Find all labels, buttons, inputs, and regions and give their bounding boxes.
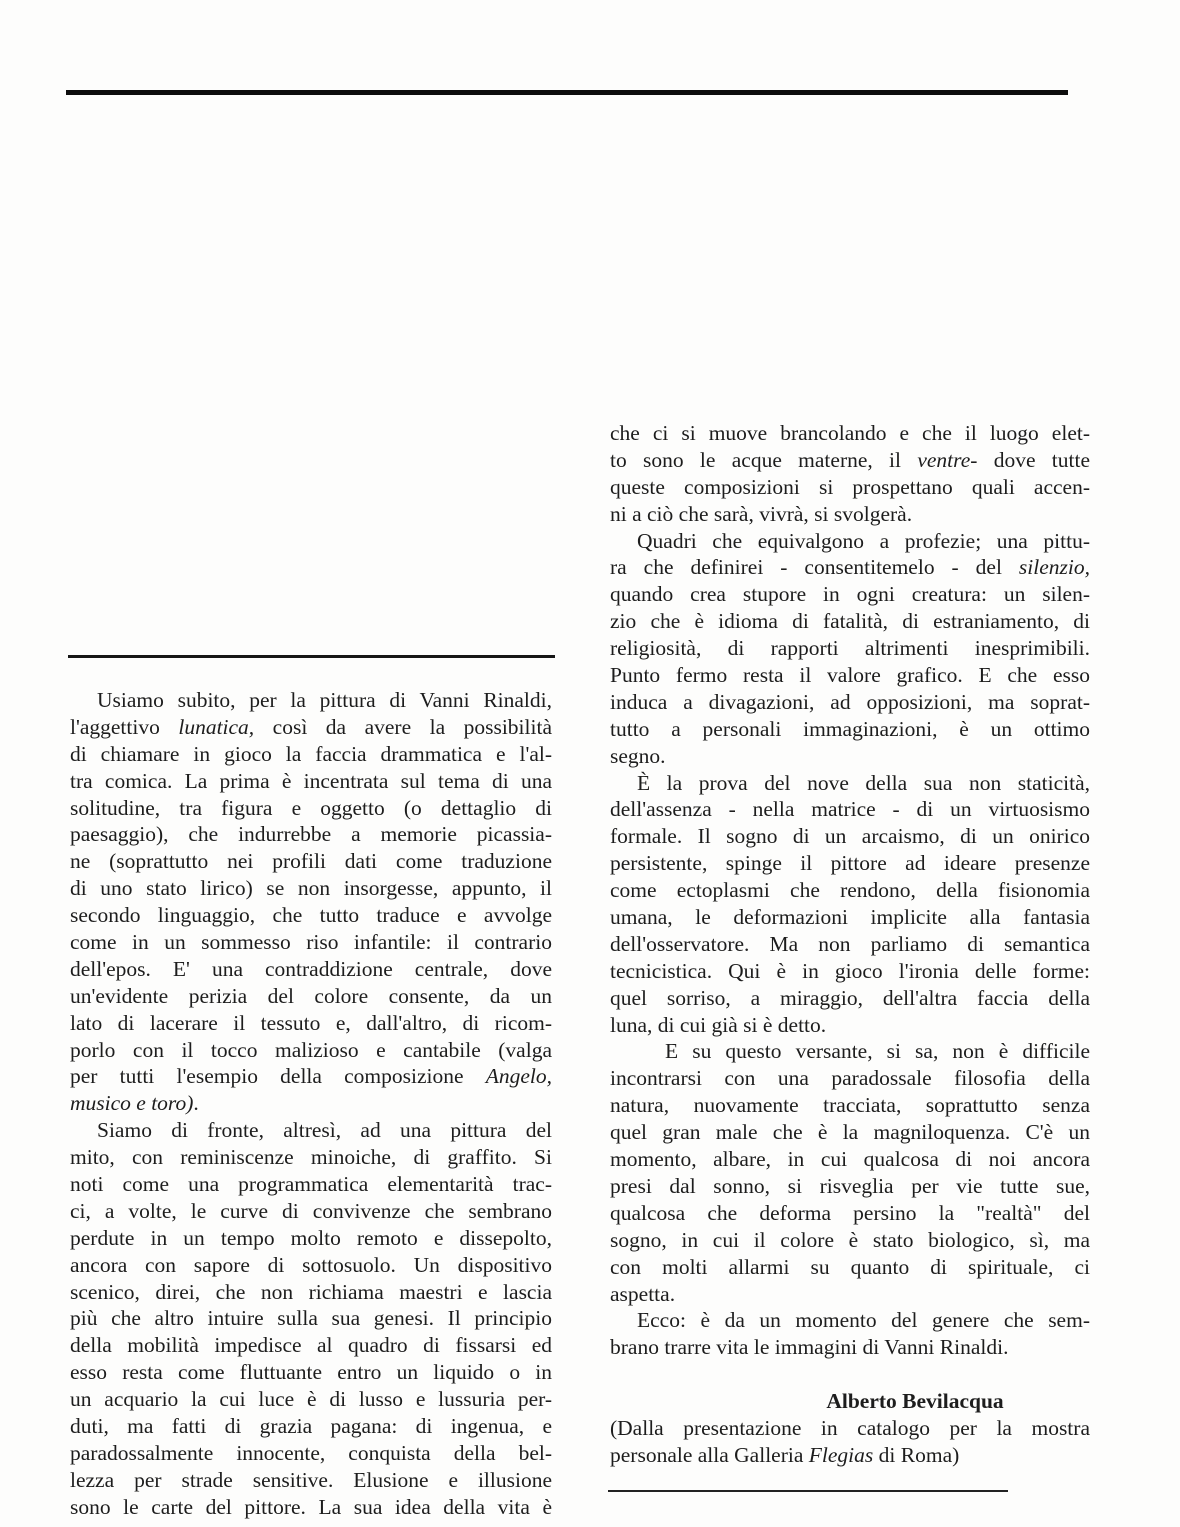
text-run: un acquario la cui luce è di lusso e lussuria per-: [70, 1387, 552, 1412]
text-run: come in un sommesso riso infantile: il contrario: [70, 930, 552, 955]
italic-text-run: silenzio,: [1018, 555, 1090, 580]
text-run: dell'assenza - nella matrice - di un virtuosismo: [610, 797, 1090, 822]
text-run: luna, di cui già si è detto.: [610, 1012, 827, 1037]
text-line: [610, 689, 1090, 716]
text-run: mito, con reminiscenze minoiche, di graffito. Si: [70, 1145, 552, 1170]
text-line: [70, 1063, 552, 1090]
text-line: [610, 1281, 1090, 1308]
text-run: quel gran male che è la magniloquenza. C'è un: [610, 1120, 1090, 1145]
text-run: della mobilità impedisce al quadro di fissarsi ed: [70, 1333, 552, 1358]
text-run: secondo linguaggio, che tutto traduce e avvolge: [70, 903, 552, 928]
text-run: Siamo di fronte, altresì, ad una pittura del: [97, 1118, 552, 1143]
left-column-rule: [68, 655, 555, 658]
text-line: [610, 528, 1090, 555]
text-run: (Dalla presentazione in catalogo per la mostra: [610, 1416, 1090, 1441]
text-run: solitudine, tra figura e oggetto (o dettaglio di: [70, 795, 552, 820]
text-run: Ecco: è da un momento del genere che sem-: [637, 1308, 1090, 1333]
text-line: [70, 741, 552, 768]
text-line: [610, 447, 1090, 474]
text-run: perdute in un tempo molto remoto e dissepolto,: [70, 1225, 552, 1250]
text-line: [70, 1090, 552, 1117]
text-run: to sono le acque materne, il: [610, 447, 918, 472]
text-line: [70, 795, 552, 822]
text-line: [610, 716, 1090, 743]
paragraph: [610, 528, 1090, 770]
text-run: induca a divagazioni, ad opposizioni, ma soprat-: [610, 689, 1090, 714]
text-line: [610, 501, 1090, 528]
text-line: [70, 1386, 552, 1413]
text-run: momento, albare, in cui qualcosa di noi ancora: [610, 1147, 1090, 1172]
italic-text-run: ventre-: [917, 447, 978, 472]
text-line: [610, 985, 1090, 1012]
paragraph: [610, 1415, 1090, 1469]
text-line: [610, 608, 1090, 635]
text-run: dell'epos. E' una contraddizione centrale, dove: [70, 956, 552, 981]
text-run: di Roma): [873, 1442, 960, 1467]
text-run: ci, a volte, le curve di convivenze che sembrano: [70, 1198, 552, 1223]
text-line: [70, 956, 552, 983]
paragraph: [610, 770, 1090, 1039]
text-run: formale. Il sogno di un arcaismo, di un onirico: [610, 824, 1090, 849]
text-run: tutto a personali immaginazioni, è un ottimo: [610, 716, 1090, 741]
text-line: [610, 1307, 1090, 1334]
text-line: [70, 1494, 552, 1521]
text-run: lezza per strade sensitive. Elusione e illusione: [70, 1467, 552, 1492]
right-column: [610, 420, 1090, 1469]
text-line: [610, 743, 1090, 770]
right-column-paragraphs: [610, 420, 1090, 1361]
text-line: [70, 929, 552, 956]
text-line: [610, 581, 1090, 608]
text-line: [70, 1359, 552, 1386]
text-run: dell'osservatore. Ma non parliamo di semantica: [610, 931, 1090, 956]
text-run: di chiamare in gioco la faccia drammatica e l'al-: [70, 741, 552, 766]
text-run: persistente, spinge il pittore ad ideare presenze: [610, 851, 1090, 876]
text-line: [610, 1146, 1090, 1173]
text-line: [610, 823, 1090, 850]
text-run: ni a ciò che sarà, vivrà, si svolgerà.: [610, 501, 913, 526]
text-run: qualcosa che deforma persino la "realtà" del: [610, 1200, 1090, 1225]
paragraph: [70, 1117, 552, 1520]
paragraph: [610, 420, 1090, 528]
text-run: lato di lacerare il tessuto e, dall'altro, di ricom-: [70, 1010, 552, 1035]
text-line: [610, 931, 1090, 958]
text-line: [610, 796, 1090, 823]
text-run: duti, ma fatti di grazia pagana: di ingenua, e: [70, 1414, 552, 1439]
text-run: personale alla Galleria: [610, 1442, 809, 1467]
text-run: brano trarre vita le immagini di Vanni Rinaldi.: [610, 1335, 1009, 1360]
italic-text-run: Flegias: [808, 1442, 874, 1467]
text-line: [610, 1038, 1090, 1065]
text-run: queste composizioni si prospettano quali accen-: [610, 474, 1090, 499]
text-run: ne (soprattutto nei profili dati come traduzione: [70, 849, 552, 874]
text-run: dove tutte: [977, 447, 1090, 472]
text-line: [70, 687, 552, 714]
text-run: .: [193, 1091, 199, 1116]
text-line: [70, 1305, 552, 1332]
text-line: [610, 1415, 1090, 1442]
text-run: paradossalmente innocente, conquista della bel-: [70, 1440, 552, 1465]
italic-text-run: musico e toro): [70, 1091, 194, 1116]
paragraph: [610, 1307, 1090, 1361]
text-run: ancora con sapore di sottosuolo. Un dispositivo: [70, 1252, 552, 1277]
text-run: sogno, in cui il colore è stato biologico, sì, ma: [610, 1227, 1090, 1252]
text-run: che ci si muove brancolando e che il luogo elet-: [610, 421, 1090, 445]
text-run: È la prova del nove della sua non staticità,: [637, 770, 1090, 795]
text-line: [610, 662, 1090, 689]
text-line: [610, 1065, 1090, 1092]
left-column: [70, 687, 552, 1521]
text-line: [70, 1010, 552, 1037]
text-line: [70, 902, 552, 929]
text-run: un'evidente perizia del colore consente, da un: [70, 983, 552, 1008]
text-line: [610, 554, 1090, 581]
text-line: [70, 1413, 552, 1440]
text-run: esso resta come fluttuante entro un liquido o in: [70, 1360, 552, 1385]
text-line: [610, 877, 1090, 904]
text-line: [610, 1442, 1090, 1469]
text-line: [610, 474, 1090, 501]
text-run: natura, nuovamente tracciata, soprattutto senza: [610, 1093, 1090, 1118]
text-run: Usiamo subito, per la pittura di Vanni Rinaldi,: [97, 688, 552, 712]
text-line: [70, 714, 552, 741]
top-rule: [66, 90, 1068, 95]
paragraph: [70, 687, 552, 1117]
text-line: [610, 420, 1090, 447]
paragraph: [610, 1038, 1090, 1307]
text-run: con molti allarmi su quanto di spirituale, ci: [610, 1254, 1090, 1279]
text-run: così da avere la possibilità: [254, 714, 552, 739]
text-run: segno.: [610, 743, 666, 768]
text-line: [610, 635, 1090, 662]
text-line: [70, 1252, 552, 1279]
text-line: [70, 1144, 552, 1171]
text-line: [70, 1440, 552, 1467]
text-line: [70, 821, 552, 848]
text-line: [70, 1117, 552, 1144]
text-run: E su questo versante, si sa, non è difficile: [665, 1039, 1090, 1064]
text-line: [610, 1092, 1090, 1119]
text-run: paesaggio), che indurrebbe a memorie picassia-: [70, 822, 552, 847]
text-run: come ectoplasmi che rendono, della fisionomia: [610, 878, 1090, 903]
text-line: [610, 850, 1090, 877]
text-line: [610, 1200, 1090, 1227]
text-run: noti come una programmatica elementarità trac-: [70, 1172, 552, 1197]
text-line: [610, 1119, 1090, 1146]
text-line: [610, 1227, 1090, 1254]
text-line: [610, 1012, 1090, 1039]
text-line: [610, 958, 1090, 985]
italic-text-run: Angelo,: [485, 1064, 552, 1089]
text-line: [610, 1334, 1090, 1361]
text-run: presi dal sonno, si risveglia per vie tutte sue,: [610, 1173, 1090, 1198]
text-run: quel sorriso, a miraggio, dell'altra faccia della: [610, 985, 1090, 1010]
text-run: porlo con il tocco malizioso e cantabile (valga: [70, 1037, 552, 1062]
text-run: sono le carte del pittore. La sua idea della vita è: [70, 1494, 552, 1519]
text-line: [70, 768, 552, 795]
text-line: [610, 1254, 1090, 1281]
text-run: ra che definirei - consentitemelo - del: [610, 555, 1019, 580]
text-run: Quadri che equivalgono a profezie; una pittu-: [637, 528, 1090, 553]
text-line: [610, 1173, 1090, 1200]
text-line: [70, 1332, 552, 1359]
text-run: umana, le deformazioni implicite alla fantasia: [610, 905, 1090, 930]
text-run: di uno stato lirico) se non insorgesse, appunto, il: [70, 876, 552, 901]
bottom-rule: [608, 1490, 1008, 1492]
text-run: aspetta.: [610, 1281, 676, 1306]
text-line: [70, 1171, 552, 1198]
text-run: tecnicistica. Qui è in gioco l'ironia delle forme:: [610, 958, 1090, 983]
text-line: [70, 983, 552, 1010]
text-run: quando crea stupore in ogni creatura: un silen-: [610, 582, 1090, 607]
italic-text-run: lunatica,: [178, 714, 255, 739]
text-line: [610, 904, 1090, 931]
text-line: [70, 1225, 552, 1252]
text-line: [70, 1037, 552, 1064]
text-line: [70, 1279, 552, 1306]
text-line: [70, 848, 552, 875]
text-run: più che altro intuire sulla sua genesi. Il principio: [70, 1306, 552, 1331]
signature-author: Alberto Bevilacqua: [826, 1389, 1004, 1414]
text-line: [70, 1198, 552, 1225]
text-run: tra comica. La prima è incentrata sul tema di una: [70, 768, 552, 793]
text-run: l'aggettivo: [70, 714, 179, 739]
text-line: [70, 875, 552, 902]
text-run: scenico, direi, che non richiama maestri e lascia: [70, 1279, 552, 1304]
text-run: zio che è idioma di fatalità, di estraniamento, di: [610, 609, 1090, 634]
text-line: [610, 770, 1090, 797]
text-run: incontrarsi con una paradossale filosofia della: [610, 1066, 1090, 1091]
closing-note: [610, 1415, 1090, 1469]
text-run: Punto fermo resta il valore grafico. E che esso: [610, 663, 1090, 688]
text-run: per tutti l'esempio della composizione: [70, 1064, 486, 1089]
text-line: [70, 1467, 552, 1494]
text-run: religiosità, di rapporti altrimenti inesprimibili.: [610, 636, 1090, 661]
